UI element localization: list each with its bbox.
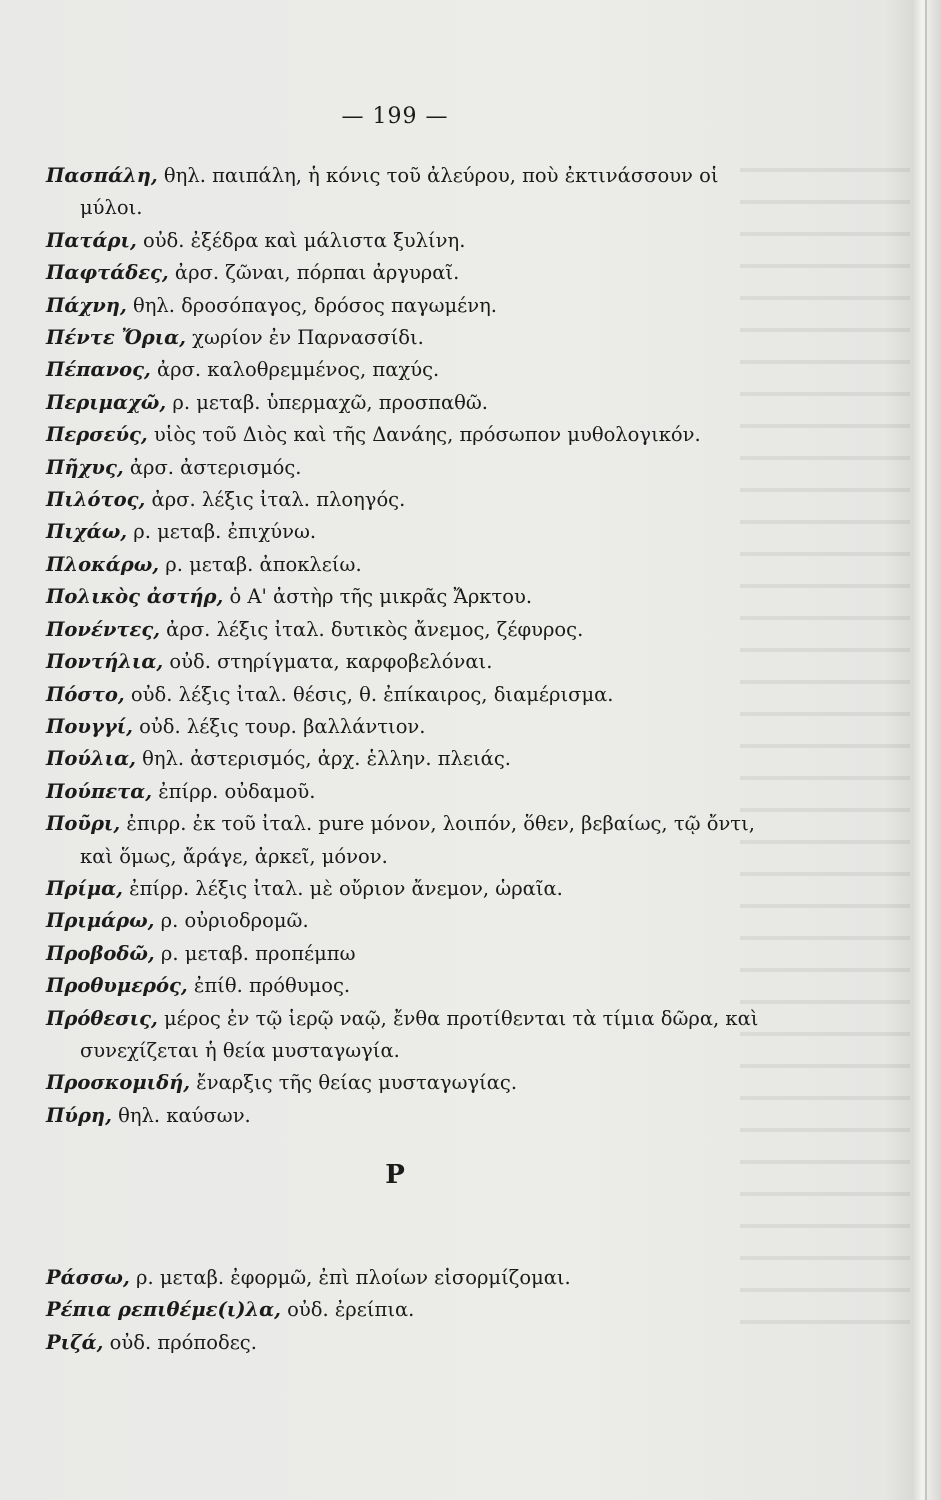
entry-definition: χωρίον ἐν Παρνασσίδι. [185,326,424,350]
entry-headword: Πιχάω, [46,520,128,544]
entry-headword: Πριμάρω, [46,909,155,933]
dictionary-entry [46,452,766,484]
entry-definition: ρ. μεταβ. ἐφορμῶ, ἐπὶ πλοίων εἰσορμίζομαι. [129,1266,571,1289]
entry-definition: ὁ Α' ἀστὴρ τῆς μικρᾶς Ἄρκτου. [223,585,533,609]
dictionary-entry [46,905,766,937]
entry-definition: θηλ. καύσων. [111,1103,251,1127]
dictionary-entry [46,354,766,386]
dictionary-entry [46,322,766,354]
dictionary-entry [46,776,766,808]
entry-definition: οὐδ. ἐρείπια. [280,1298,415,1322]
entry-definition: ρ. μεταβ. ἐπιχύνω. [127,520,317,544]
dictionary-entry [46,257,766,289]
entry-headword: Πλοκάρω, [46,552,160,576]
entry-definition: οὐδ. στηρίγματα, καρφοβελόναι. [163,650,493,674]
dictionary-entry [46,1003,766,1068]
dictionary-entry [46,679,766,711]
entry-headword: Πιλότος, [46,488,146,512]
entry-definition: ρ. μεταβ. προπέμπω [154,941,356,965]
entry-definition: θηλ. ἀστερισμός, ἀρχ. ἑλλην. πλειάς. [135,747,511,771]
entry-definition: ρ. οὐριοδρομῶ. [154,909,309,933]
entry-headword: Ρέπια ρεπιθέμε(ι)λα, [46,1298,281,1322]
section-letter: Ρ [385,1160,405,1190]
dictionary-entry [46,419,766,451]
dictionary-entry [46,938,766,970]
page-number: — 199 — [341,104,449,129]
dictionary-entry [46,808,766,873]
dictionary-entry [46,970,766,1002]
entry-headword: Πούλια, [46,747,136,771]
entry-definition: ἀρσ. καλοθρεμμένος, παχύς. [150,358,440,382]
dictionary-entry [46,1327,766,1359]
entry-definition: οὐδ. λέξις ἰταλ. θέσις, θ. ἐπίκαιρος, διαμέρισμα. [124,682,614,706]
dictionary-entries-rho [46,1262,766,1359]
dictionary-entry [46,1100,766,1132]
dictionary-entry [46,549,766,581]
entry-definition: ἐπιρρ. ἐκ τοῦ ἰταλ. pure μόνον, λοιπόν, ὅθεν, βεβαίως, τῷ ὄντι, καὶ ὅμως, ἄράγε, ἀρκεῖ, μόνον. [80,812,755,868]
dictionary-entry [46,1294,766,1326]
entry-headword: Προσκομιδή, [46,1071,191,1095]
entry-headword: Ποντήλια, [46,650,164,674]
entry-headword: Ποῦρι, [46,812,121,836]
entry-headword: Πρίμα, [46,876,123,900]
entry-definition: ἀρσ. ἀστερισμός. [123,455,302,479]
entry-headword: Πρόθεσις, [46,1006,158,1030]
dictionary-entry [46,743,766,775]
dictionary-entry [46,873,766,905]
dictionary-entry [46,516,766,548]
dictionary-entry [46,225,766,257]
entry-headword: Ράσσω, [46,1266,130,1289]
dictionary-entry [46,160,766,225]
entry-definition: οὐδ. ἐξέδρα καὶ μάλιστα ξυλίνη. [136,228,466,252]
entry-definition: ἔναρξις τῆς θείας μυσταγωγίας. [190,1071,518,1095]
entry-definition: οὐδ. λέξις τουρ. βαλλάντιον. [132,714,426,738]
entry-definition: ἐπίρρ. οὐδαμοῦ. [152,779,316,803]
entry-headword: Πούπετα, [46,779,153,803]
entry-headword: Πασπάλη, [46,164,158,187]
dictionary-entry [46,387,766,419]
entry-headword: Πάχνη, [46,293,127,317]
entry-definition: υἱὸς τοῦ Διὸς καὶ τῆς Δανάης, πρόσωπον μυθολογικόν. [147,423,701,447]
entry-definition: ἀρσ. λέξις ἰταλ. πλοηγός. [145,488,406,512]
entry-definition: ἀρσ. λέξις ἰταλ. δυτικὸς ἄνεμος, ζέφυρος. [159,617,584,641]
dictionary-entry [46,614,766,646]
entry-headword: Πόστο, [46,682,125,706]
entry-headword: Περιμαχῶ, [46,390,167,414]
entry-headword: Πῆχυς, [46,455,124,479]
entry-definition: ἐπίθ. πρόθυμος. [187,974,351,998]
entry-definition: ἀρσ. ζῶναι, πόρπαι ἀργυραῖ. [168,261,460,285]
dictionary-entry [46,581,766,613]
entry-headword: Πέπανος, [46,358,151,382]
entry-definition: ρ. μεταβ. ὑπερμαχῶ, προσπαθῶ. [166,390,488,414]
entry-definition: θηλ. παιπάλη, ἡ κόνις τοῦ ἀλεύρου, ποὺ ἐκτινάσσουν οἱ μύλοι. [80,164,719,220]
dictionary-entry [46,1262,766,1294]
entry-definition: θηλ. δροσόπαγος, δρόσος παγωμένη. [126,293,497,317]
entry-headword: Πολικὸς ἀστήρ, [46,585,224,609]
entry-headword: Προθυμερός, [46,974,188,998]
entry-headword: Πύρη, [46,1103,112,1127]
dictionary-entry [46,1067,766,1099]
entry-headword: Πέντε Ὄρια, [46,326,186,350]
entry-definition: οὐδ. πρόποδες. [103,1330,257,1354]
entry-headword: Ριζά, [46,1330,104,1354]
dictionary-entry [46,711,766,743]
dictionary-entries [46,160,766,1132]
entry-headword: Προβοδῶ, [46,941,155,965]
entry-definition: μέρος ἐν τῷ ἱερῷ ναῷ, ἔνθα προτίθενται τὰ τίμια δῶρα, καὶ συνεχίζεται ἡ θεία μυσταγωγία. [80,1006,759,1062]
entry-headword: Περσεύς, [46,423,148,447]
entry-headword: Πουγγί, [46,714,133,738]
entry-headword: Πατάρι, [46,228,137,252]
entry-headword: Πονέντες, [46,617,160,641]
page-edge [925,0,927,1500]
entry-headword: Παφτάδες, [46,261,169,285]
entry-definition: ρ. μεταβ. ἀποκλείω. [159,552,362,576]
dictionary-entry [46,484,766,516]
dictionary-entry [46,646,766,678]
entry-definition: ἐπίρρ. λέξις ἰταλ. μὲ οὔριον ἄνεμον, ὡραῖα. [122,876,563,900]
dictionary-entry [46,290,766,322]
